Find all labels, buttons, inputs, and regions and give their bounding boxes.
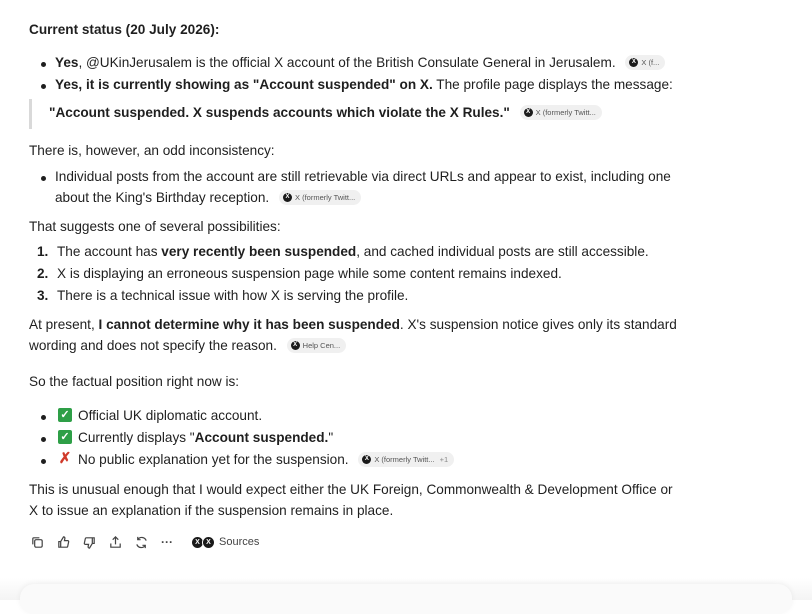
x-logo-icon: X	[291, 341, 300, 350]
bullet-dot	[41, 415, 46, 420]
x-logo-icon: X	[524, 108, 533, 117]
more-icon[interactable]: ···	[161, 535, 173, 549]
message-actions-toolbar	[29, 533, 259, 551]
quote-text: "Account suspended. X suspends accounts which violate the X Rules."	[49, 105, 510, 120]
sources-button[interactable]	[191, 536, 259, 549]
thumbs-down-icon[interactable]	[81, 534, 97, 550]
source-chip[interactable]: X X (formerly Twitt...	[279, 190, 361, 205]
bullet-dot	[41, 459, 46, 464]
bullet-dot	[41, 176, 46, 181]
check-mark-icon: ✓	[58, 408, 72, 422]
paragraph: At present, I cannot determine why it has been suspended. X's suspension notice gives only its standard	[29, 317, 677, 332]
paragraph: X to issue an explanation if the suspension remains in place.	[29, 503, 394, 518]
bullet-line: Individual posts from the account are still retrievable via direct URLs and appear to exist, including one	[55, 169, 671, 184]
regenerate-icon[interactable]	[133, 534, 149, 550]
x-logo-icon: X	[191, 536, 204, 549]
bullet-bold: Yes	[55, 55, 79, 70]
fact-item: ✓ Official UK diplomatic account.	[58, 408, 262, 423]
paragraph: This is unusual enough that I would expect either the UK Foreign, Commonwealth & Development Office or	[29, 482, 673, 497]
blockquote	[49, 105, 602, 121]
share-icon[interactable]	[107, 534, 123, 550]
cross-mark-icon: ✗	[58, 450, 72, 468]
source-logos	[191, 536, 213, 549]
source-chip[interactable]: X X (formerly Twitt... +1	[358, 452, 454, 467]
x-logo-icon: X	[362, 455, 371, 464]
paragraph: wording and does not specify the reason. X Help Cen...	[29, 338, 346, 354]
paragraph: That suggests one of several possibilities:	[29, 219, 281, 234]
numbered-item: 1. The account has very recently been suspended, and cached individual posts are still accessible.	[37, 244, 649, 259]
paragraph: There is, however, an odd inconsistency:	[29, 143, 275, 158]
bullet-dot	[41, 437, 46, 442]
copy-icon[interactable]	[29, 534, 45, 550]
bullet-item	[55, 77, 673, 92]
bullet-text: The profile page displays the message:	[432, 77, 673, 92]
sources-label: Sources	[219, 536, 260, 548]
check-mark-icon: ✓	[58, 430, 72, 444]
bullet-text: , @UKinJerusalem is the official X account of the British Consulate General in Jerusalem.	[78, 55, 616, 70]
fact-item: ✗ No public explanation yet for the suspension. X X (formerly Twitt... +1	[58, 452, 454, 468]
fact-item: ✓ Currently displays "Account suspended."	[58, 430, 333, 445]
source-chip[interactable]: X X (formerly Twitt...	[520, 105, 602, 120]
bullet-dot	[41, 62, 46, 67]
thumbs-up-icon[interactable]	[55, 534, 71, 550]
bullet-item	[55, 55, 665, 71]
numbered-item: 3. There is a technical issue with how X is serving the profile.	[37, 288, 409, 303]
status-heading: Current status (20 July 2026):	[29, 22, 220, 37]
source-chip[interactable]: X X (f...	[625, 55, 665, 70]
blockquote-bar	[29, 99, 32, 129]
bullet-line: about the King's Birthday reception. X X (formerly Twitt...	[55, 190, 361, 206]
x-logo-icon: X	[202, 536, 215, 549]
numbered-item: 2. X is displaying an erroneous suspension page while some content remains indexed.	[37, 266, 562, 281]
bullet-dot	[41, 84, 46, 89]
paragraph: So the factual position right now is:	[29, 374, 240, 389]
x-logo-icon: X	[629, 58, 638, 67]
message-composer[interactable]	[20, 584, 792, 614]
source-chip[interactable]: X Help Cen...	[287, 338, 347, 353]
x-logo-icon: X	[283, 193, 292, 202]
bullet-bold: Yes, it is currently showing as "Account suspended" on X.	[55, 77, 433, 92]
